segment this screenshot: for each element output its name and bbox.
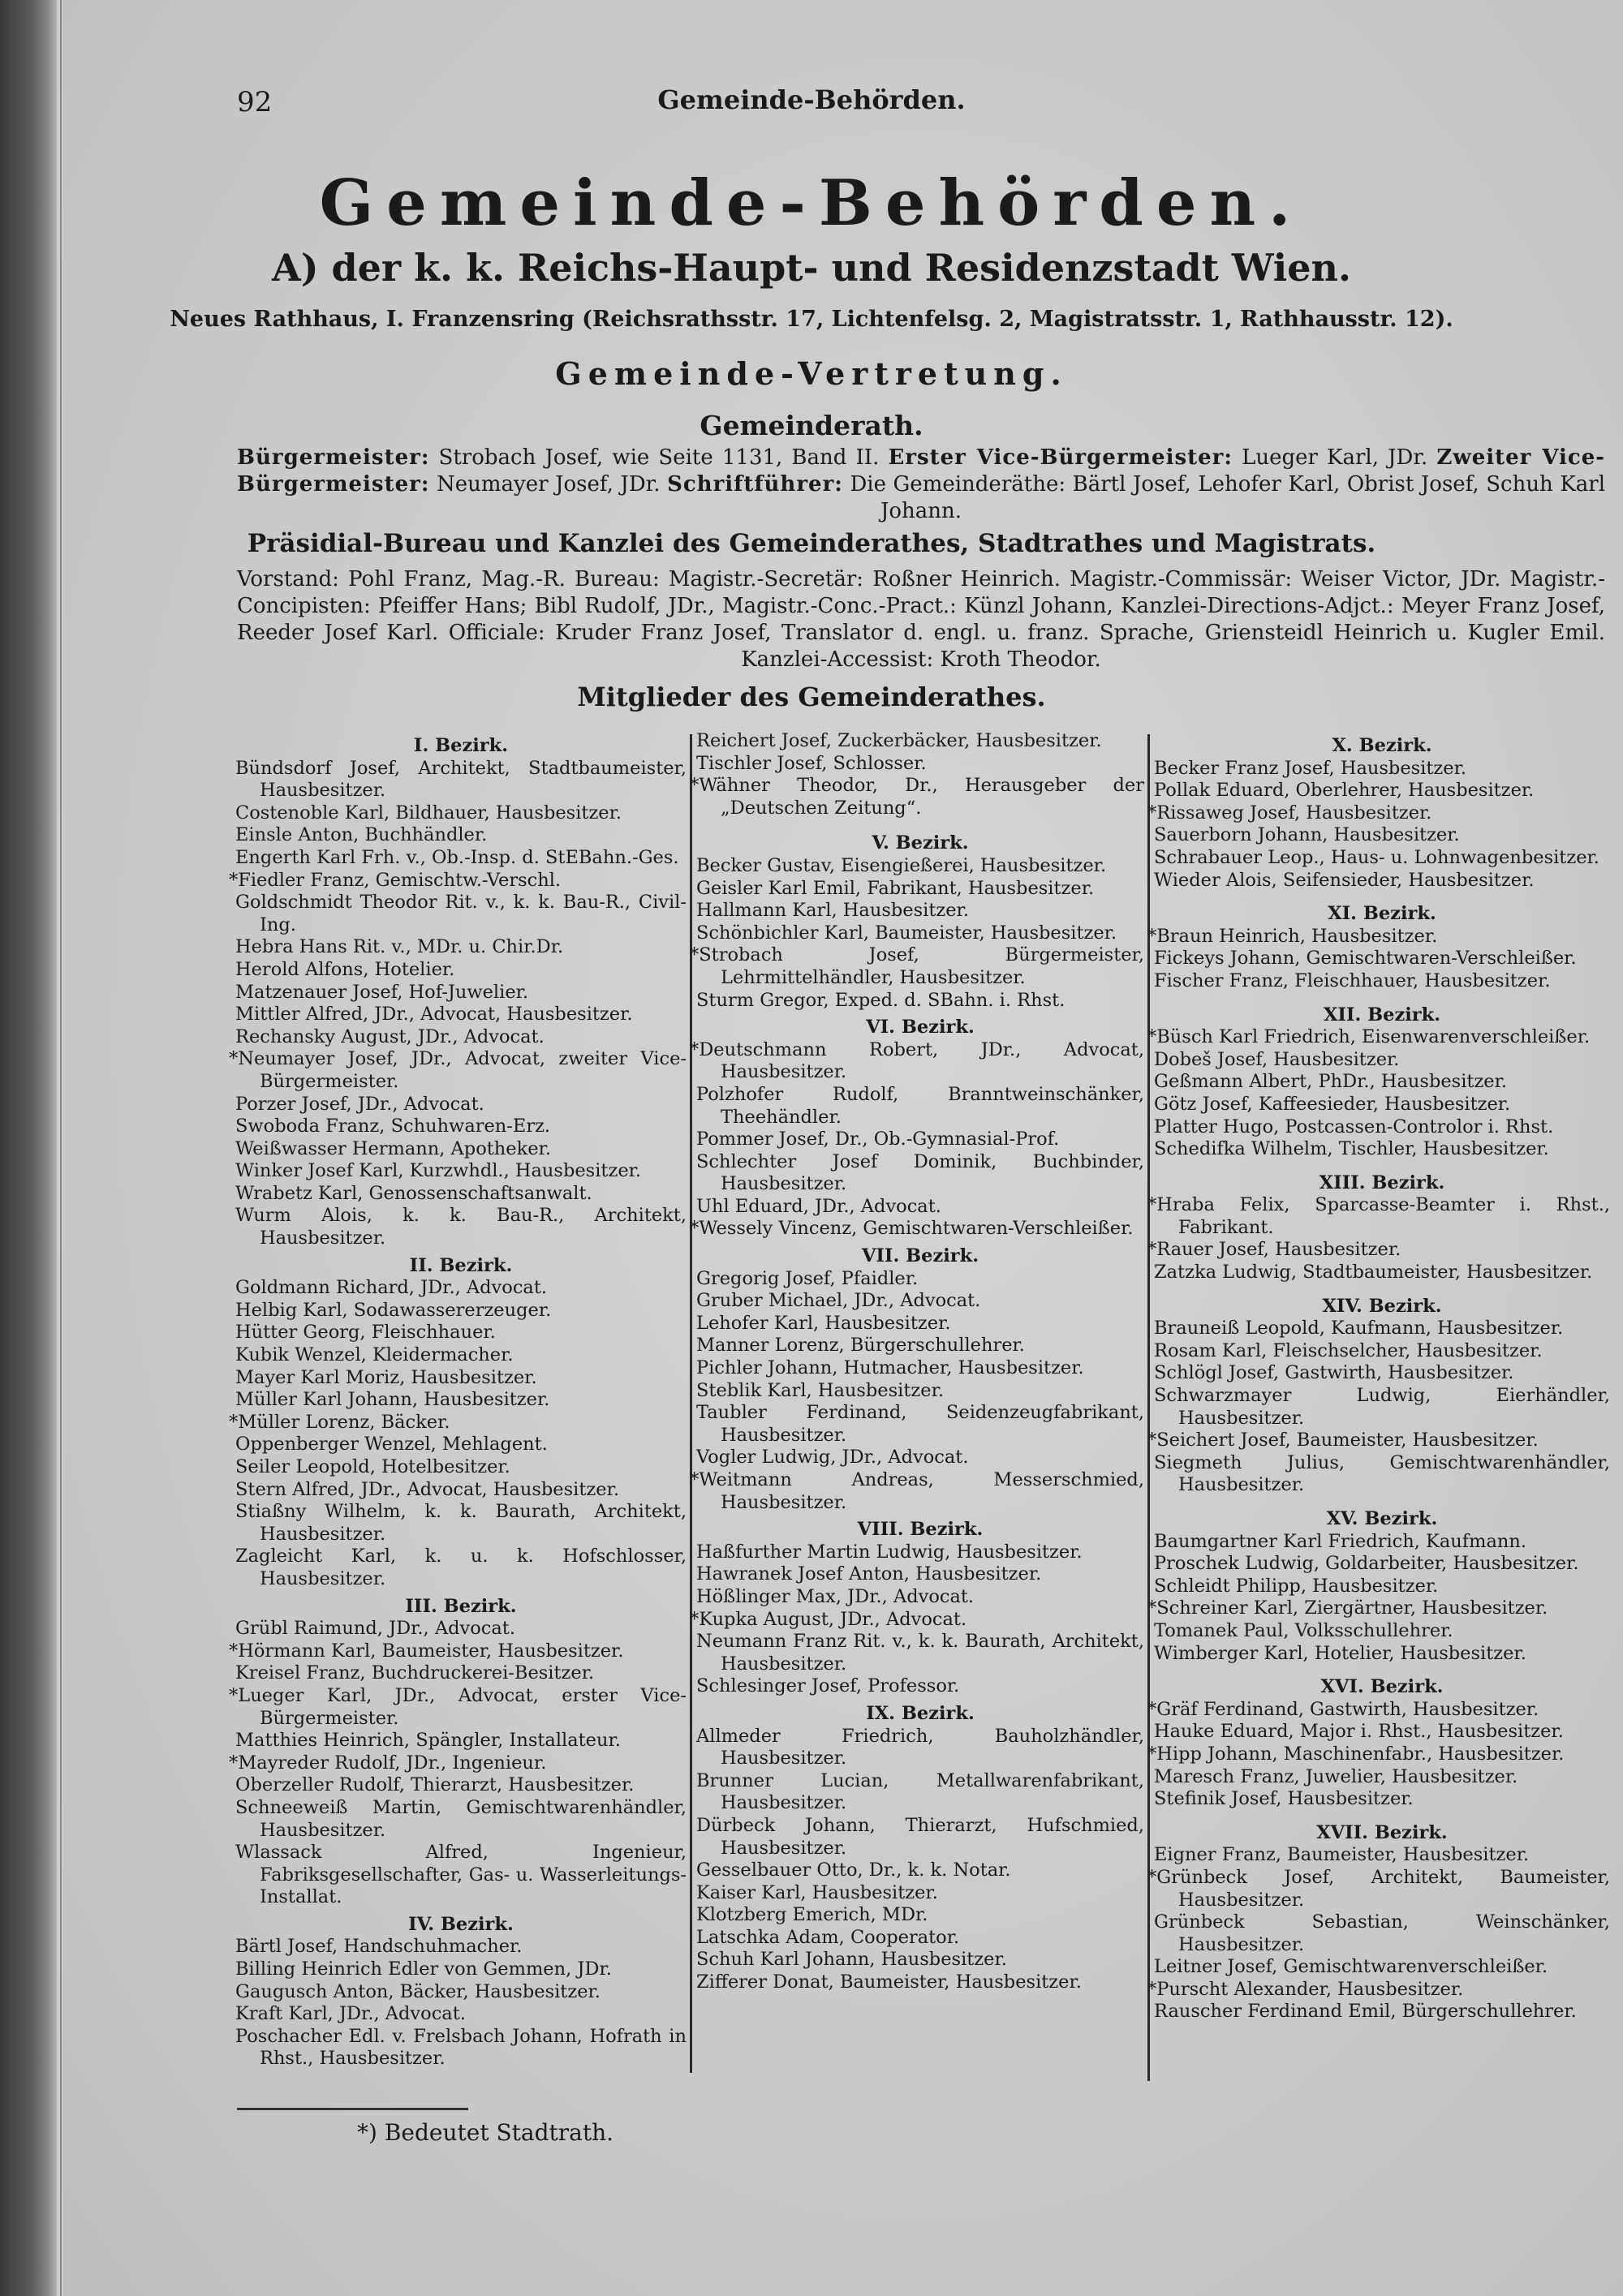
member-entry: Zifferer Donat, Baumeister, Hausbesitzer. bbox=[696, 1971, 1082, 1993]
member-entry: Mayer Karl Moriz, Hausbesitzer. bbox=[235, 1366, 537, 1388]
member-entry: Dürbeck Johann, Thierarzt, Hufschmied, Hausbesitzer. bbox=[696, 1814, 1144, 1859]
member-entry: Costenoble Karl, Bildhauer, Hausbesitzer. bbox=[235, 802, 622, 823]
member-entry: Billing Heinrich Edler von Gemmen, JDr. bbox=[235, 1958, 612, 1980]
district-heading: II. Bezirk. bbox=[409, 1254, 513, 1276]
member-entry: *Strobach Josef, Bürgermeister, Lehrmittelhändler, Hausbesitzer. bbox=[690, 944, 1144, 988]
member-entry: Becker Franz Josef, Hausbesitzer. bbox=[1154, 757, 1467, 779]
first-vice-label: Erster Vice-Bürgermeister: bbox=[888, 445, 1233, 470]
member-entry: Schönbichler Karl, Baumeister, Hausbesitzer. bbox=[696, 922, 1117, 944]
member-entry: Hauke Eduard, Major i. Rhst., Hausbesitzer. bbox=[1154, 1721, 1564, 1743]
members-column-1 bbox=[229, 730, 687, 2070]
member-entry: Brauneiß Leopold, Kaufmann, Hausbesitzer. bbox=[1154, 1318, 1564, 1339]
member-entry: Kraft Karl, JDr., Advocat. bbox=[235, 2003, 466, 2025]
member-entry: Latschka Adam, Cooperator. bbox=[696, 1926, 960, 1948]
member-entry: Schleidt Philipp, Hausbesitzer. bbox=[1154, 1575, 1439, 1597]
member-entry: Schlögl Josef, Gastwirth, Hausbesitzer. bbox=[1154, 1362, 1514, 1384]
member-entry: Allmeder Friedrich, Bauholzhändler, Hausbesitzer. bbox=[696, 1725, 1144, 1769]
member-entry: Wrabetz Karl, Genossenschaftsanwalt. bbox=[235, 1182, 592, 1204]
subsection-heading: Gemeinderath. bbox=[700, 410, 923, 441]
member-entry: Hößlinger Max, JDr., Advocat. bbox=[696, 1585, 975, 1607]
member-entry: Götz Josef, Kaffeesieder, Hausbesitzer. bbox=[1154, 1093, 1511, 1115]
member-entry: Geßmann Albert, PhDr., Hausbesitzer. bbox=[1154, 1071, 1508, 1093]
footnote: *) Bedeutet Stadtrath. bbox=[357, 2119, 614, 2146]
member-entry: *Wessely Vincenz, Gemischtwaren-Verschleißer. bbox=[690, 1218, 1134, 1240]
section-heading: Gemeinde-Vertretung. bbox=[555, 355, 1068, 392]
member-entry: Stefinik Josef, Hausbesitzer. bbox=[1154, 1788, 1414, 1810]
member-entry: Oberzeller Rudolf, Thierarzt, Hausbesitzer. bbox=[235, 1774, 635, 1796]
member-entry: *Müller Lorenz, Bäcker. bbox=[229, 1411, 450, 1433]
member-entry: Becker Gustav, Eisengießerei, Hausbesitzer. bbox=[696, 854, 1107, 876]
district-heading: XVII. Bezirk. bbox=[1316, 1821, 1448, 1843]
secretary-label: Schriftführer: bbox=[667, 472, 843, 497]
member-entry: Maresch Franz, Juwelier, Hausbesitzer. bbox=[1154, 1765, 1518, 1787]
member-entry: Müller Karl Johann, Hausbesitzer. bbox=[235, 1389, 550, 1411]
district-heading: VIII. Bezirk. bbox=[857, 1519, 984, 1541]
member-entry: Sauerborn Johann, Hausbesitzer. bbox=[1154, 824, 1460, 846]
member-entry: Rechansky August, JDr., Advocat. bbox=[235, 1025, 545, 1047]
member-entry: Helbig Karl, Sodawassererzeuger. bbox=[235, 1299, 552, 1321]
member-entry: Dobeš Josef, Hausbesitzer. bbox=[1154, 1048, 1400, 1070]
member-entry: Polzhofer Rudolf, Branntweinschänker, Theehändler. bbox=[696, 1083, 1144, 1128]
member-entry: Pichler Johann, Hutmacher, Hausbesitzer. bbox=[696, 1357, 1084, 1379]
member-entry: Platter Hugo, Postcassen-Controlor i. Rhst. bbox=[1154, 1116, 1554, 1137]
member-entry: Vogler Ludwig, JDr., Advocat. bbox=[696, 1447, 969, 1468]
member-entry: Engerth Karl Frh. v., Ob.-Insp. d. StEBahn.-Ges. bbox=[235, 846, 679, 868]
member-entry: Neumann Franz Rit. v., k. k. Baurath, Architekt, Hausbesitzer. bbox=[696, 1631, 1144, 1675]
member-entry: *Hipp Johann, Maschinenfabr., Hausbesitzer. bbox=[1147, 1743, 1565, 1765]
member-entry: Steblik Karl, Hausbesitzer. bbox=[696, 1379, 945, 1401]
member-entry: Wieder Alois, Seifensieder, Hausbesitzer. bbox=[1154, 869, 1535, 891]
member-entry: *Seichert Josef, Baumeister, Hausbesitzer. bbox=[1147, 1430, 1539, 1451]
member-entry: *Mayreder Rudolf, JDr., Ingenieur. bbox=[229, 1752, 547, 1774]
member-entry: Taubler Ferdinand, Seidenzeugfabrikant, Hausbesitzer. bbox=[696, 1402, 1144, 1446]
member-entry: Kaiser Karl, Hausbesitzer. bbox=[696, 1881, 938, 1903]
member-entry: *Lueger Karl, JDr., Advocat, erster Vice-Bürgermeister. bbox=[229, 1684, 687, 1729]
member-entry: Pollak Eduard, Oberlehrer, Hausbesitzer. bbox=[1154, 780, 1535, 802]
member-entry: Goldschmidt Theodor Rit. v., k. k. Bau-R., Civil-Ing. bbox=[235, 892, 687, 935]
praesidial-heading: Präsidial-Bureau und Kanzlei des Gemeinderathes, Stadtrathes und Magistrats. bbox=[247, 529, 1376, 558]
member-entry: Gruber Michael, JDr., Advocat. bbox=[696, 1290, 981, 1312]
member-entry: Rosam Karl, Fleischselcher, Hausbesitzer. bbox=[1154, 1339, 1543, 1361]
member-entry: *Schreiner Karl, Ziergärtner, Hausbesitzer. bbox=[1147, 1597, 1548, 1619]
member-entry: Zatzka Ludwig, Stadtbaumeister, Hausbesitzer. bbox=[1154, 1262, 1593, 1283]
member-entry: Geisler Karl Emil, Fabrikant, Hausbesitzer. bbox=[696, 877, 1095, 899]
praesidial-paragraph: Vorstand: Pohl Franz, Mag.-R. Bureau: Magistr.-Secretär: Roßner Heinrich. Magistr.-Commissär: Weiser Victor, JDr. Magistr.-Concipisten: Pfeiffer Hans; Bibl Rudolf, JDr., Magistr.-Conc.-Pract.: Künzl Johann, Kanzlei-Directions-Adjct.: Meyer Franz Josef, Reeder Josef Karl. Officiale: Kruder Franz Josef, Translator d. engl. u. franz. Sprache, Griensteidl Heinrich u. Kugler Emil. Kanzlei-Accessist: Kroth Theodor. bbox=[237, 567, 1605, 672]
member-entry: Grünbeck Sebastian, Weinschänker, Hausbesitzer. bbox=[1154, 1911, 1610, 1955]
member-entry: Bärtl Josef, Handschuhmacher. bbox=[235, 1936, 523, 1958]
district-heading: I. Bezirk. bbox=[413, 735, 509, 756]
members-column-2 bbox=[690, 730, 1144, 1994]
member-entry: Weißwasser Hermann, Apotheker. bbox=[235, 1137, 551, 1159]
book-binding-shadow bbox=[0, 0, 57, 2296]
members-heading: Mitglieder des Gemeinderathes. bbox=[577, 681, 1046, 712]
page-edge bbox=[60, 0, 62, 2296]
member-entry: Uhl Eduard, JDr., Advocat. bbox=[696, 1195, 941, 1217]
member-entry: Poschacher Edl. v. Frelsbach Johann, Hofrath in Rhst., Hausbesitzer. bbox=[235, 2025, 687, 2070]
member-entry: *Gräf Ferdinand, Gastwirth, Hausbesitzer. bbox=[1147, 1698, 1539, 1720]
council-officers-paragraph bbox=[237, 445, 1605, 525]
member-entry: Lehofer Karl, Hausbesitzer. bbox=[696, 1312, 951, 1334]
member-entry: Brunner Lucian, Metallwarenfabrikant, Hausbesitzer. bbox=[696, 1769, 1144, 1814]
member-entry: Kubik Wenzel, Kleidermacher. bbox=[235, 1344, 514, 1366]
member-entry: Winker Josef Karl, Kurzwhdl., Hausbesitzer. bbox=[235, 1160, 642, 1182]
district-heading: XI. Bezirk. bbox=[1328, 903, 1436, 925]
district-heading: III. Bezirk. bbox=[405, 1595, 517, 1617]
member-entry: Schuh Karl Johann, Hausbesitzer. bbox=[696, 1949, 1007, 1971]
member-entry: Kreisel Franz, Buchdruckerei-Besitzer. bbox=[235, 1662, 595, 1684]
member-entry: Mittler Alfred, JDr., Advocat, Hausbesitzer. bbox=[235, 1004, 633, 1025]
member-entry: Sturm Gregor, Exped. d. SBahn. i. Rhst. bbox=[696, 989, 1065, 1011]
first-vice: Lueger Karl, JDr. bbox=[1242, 445, 1428, 470]
member-entry: Herold Alfons, Hotelier. bbox=[235, 958, 455, 980]
members-column-3 bbox=[1147, 730, 1610, 2023]
member-entry: Goldmann Richard, JDr., Advocat. bbox=[235, 1277, 548, 1299]
member-entry: Hallmann Karl, Hausbesitzer. bbox=[696, 900, 969, 922]
member-entry: Eigner Franz, Baumeister, Hausbesitzer. bbox=[1154, 1844, 1530, 1866]
member-entry: Schedifka Wilhelm, Tischler, Hausbesitzer. bbox=[1154, 1138, 1549, 1160]
member-entry: Hütter Georg, Fleischhauer. bbox=[235, 1322, 496, 1344]
district-heading: XIII. Bezirk. bbox=[1319, 1172, 1445, 1193]
member-entry: *Weitmann Andreas, Messerschmied, Hausbesitzer. bbox=[690, 1469, 1144, 1513]
member-entry: *Deutschmann Robert, JDr., Advocat, Hausbesitzer. bbox=[690, 1038, 1144, 1083]
member-entry: Swoboda Franz, Schuhwaren-Erz. bbox=[235, 1116, 551, 1137]
member-entry: Hebra Hans Rit. v., MDr. u. Chir.Dr. bbox=[235, 936, 564, 958]
member-entry: Wurm Alois, k. k. Bau-R., Architekt, Hausbesitzer. bbox=[235, 1205, 687, 1249]
member-entry: Leitner Josef, Gemischtwarenverschleißer. bbox=[1154, 1956, 1548, 1978]
member-entry: *Rissaweg Josef, Hausbesitzer. bbox=[1147, 802, 1432, 823]
member-entry: *Rauer Josef, Hausbesitzer. bbox=[1147, 1239, 1401, 1261]
member-entry: Schrabauer Leop., Haus- u. Lohnwagenbesitzer. bbox=[1154, 846, 1599, 868]
member-entry: Proschek Ludwig, Goldarbeiter, Hausbesitzer. bbox=[1154, 1553, 1579, 1575]
member-entry: Matzenauer Josef, Hof-Juwelier. bbox=[235, 981, 529, 1003]
member-entry: Tomanek Paul, Volksschullehrer. bbox=[1154, 1619, 1453, 1641]
member-entry: *Hraba Felix, Sparcasse-Beamter i. Rhst., Fabrikant. bbox=[1147, 1194, 1610, 1238]
member-entry: Hawranek Josef Anton, Hausbesitzer. bbox=[696, 1563, 1042, 1585]
member-entry: Haßfurther Martin Ludwig, Hausbesitzer. bbox=[696, 1541, 1083, 1563]
second-vice-label: Zweiter Vice-Bürgermeister: bbox=[237, 445, 1606, 497]
district-heading: XVI. Bezirk. bbox=[1320, 1676, 1444, 1698]
member-entry: Einsle Anton, Buchhändler. bbox=[235, 824, 488, 846]
member-entry: Seiler Leopold, Hotelbesitzer. bbox=[235, 1456, 510, 1477]
member-entry: *Braun Heinrich, Hausbesitzer. bbox=[1147, 925, 1438, 947]
page-title: Gemeinde-Behörden. bbox=[319, 166, 1304, 240]
member-entry: *Wähner Theodor, Dr., Herausgeber der „Deutschen Zeitung“. bbox=[690, 775, 1144, 819]
district-heading: XV. Bezirk. bbox=[1326, 1508, 1438, 1529]
member-entry: Zagleicht Karl, k. u. k. Hofschlosser, Hausbesitzer. bbox=[235, 1546, 687, 1589]
member-entry: *Büsch Karl Friedrich, Eisenwarenverschleißer. bbox=[1147, 1026, 1591, 1048]
member-entry: Tischler Josef, Schlosser. bbox=[696, 752, 927, 774]
member-entry: Gesselbauer Otto, Dr., k. k. Notar. bbox=[696, 1860, 1011, 1881]
district-heading: VI. Bezirk. bbox=[866, 1017, 975, 1038]
member-entry: *Hörmann Karl, Baumeister, Hausbesitzer. bbox=[229, 1640, 624, 1662]
member-entry: Bündsdorf Josef, Architekt, Stadtbaumeister, Hausbesitzer. bbox=[235, 757, 687, 802]
member-entry: Matthies Heinrich, Spängler, Installateur. bbox=[235, 1730, 621, 1752]
member-entry: *Grünbeck Josef, Architekt, Baumeister, Hausbesitzer. bbox=[1147, 1866, 1610, 1911]
member-entry: Schlechter Josef Dominik, Buchbinder, Hausbesitzer. bbox=[696, 1150, 1144, 1195]
secretaries: Die Gemeinderäthe: Bärtl Josef, Lehofer Karl, Obrist Josef, Schuh Karl Johann. bbox=[850, 472, 1606, 523]
member-entry: *Purscht Alexander, Hausbesitzer. bbox=[1147, 1978, 1464, 2000]
member-entry: *Kupka August, JDr., Advocat. bbox=[690, 1608, 967, 1630]
member-entry: Schlesinger Josef, Professor. bbox=[696, 1675, 960, 1697]
member-entry: Baumgartner Karl Friedrich, Kaufmann. bbox=[1154, 1530, 1526, 1552]
member-entry: *Neumayer Josef, JDr., Advocat, zweiter Vice-Bürgermeister. bbox=[229, 1048, 687, 1092]
member-entry: *Fiedler Franz, Gemischtw.-Verschl. bbox=[229, 869, 562, 891]
district-heading: X. Bezirk. bbox=[1332, 735, 1432, 756]
district-heading: XIV. Bezirk. bbox=[1322, 1295, 1442, 1317]
address-line: Neues Rathhaus, I. Franzensring (Reichsrathsstr. 17, Lichtenfelsg. 2, Magistratsstr. 1, Rathhausstr. 12). bbox=[170, 307, 1453, 332]
member-entry: Stiaßny Wilhelm, k. k. Baurath, Architekt, Hausbesitzer. bbox=[235, 1501, 687, 1545]
district-heading: V. Bezirk. bbox=[872, 832, 969, 854]
member-entry: Pommer Josef, Dr., Ob.-Gymnasial-Prof. bbox=[696, 1129, 1060, 1150]
member-entry: Fischer Franz, Fleischhauer, Hausbesitzer. bbox=[1154, 970, 1551, 991]
member-entry: Rauscher Ferdinand Emil, Bürgerschullehrer. bbox=[1154, 2001, 1577, 2023]
page-number: 92 bbox=[237, 86, 273, 118]
member-entry: Siegmeth Julius, Gemischtwarenhändler, Hausbesitzer. bbox=[1154, 1451, 1610, 1496]
member-entry: Oppenberger Wenzel, Mehlagent. bbox=[235, 1434, 548, 1455]
member-entry: Manner Lorenz, Bürgerschullehrer. bbox=[696, 1335, 1025, 1357]
member-entry: Stern Alfred, JDr., Advocat, Hausbesitzer. bbox=[235, 1478, 619, 1500]
member-entry: Porzer Josef, JDr., Advocat. bbox=[235, 1093, 484, 1115]
member-entry: Reichert Josef, Zuckerbäcker, Hausbesitzer. bbox=[696, 730, 1102, 751]
member-entry: Fickeys Johann, Gemischtwaren-Verschleißer. bbox=[1154, 948, 1577, 970]
footnote-rule bbox=[237, 2108, 468, 2110]
district-heading: XII. Bezirk. bbox=[1323, 1004, 1441, 1025]
mayor: Strobach Josef, wie Seite 1131, Band II. bbox=[438, 445, 880, 470]
district-heading: IX. Bezirk. bbox=[866, 1702, 975, 1724]
district-heading: IV. Bezirk. bbox=[408, 1913, 514, 1935]
second-vice: Neumayer Josef, JDr. bbox=[436, 472, 661, 497]
mayor-label: Bürgermeister: bbox=[237, 445, 430, 470]
column-rule bbox=[690, 734, 692, 2073]
running-header: Gemeinde-Behörden. bbox=[657, 84, 966, 115]
member-entry: Wlassack Alfred, Ingenieur, Fabriksgesellschafter, Gas- u. Wasserleitungs-Installat. bbox=[235, 1842, 687, 1908]
member-entry: Gregorig Josef, Pfaidler. bbox=[696, 1267, 919, 1289]
district-heading: VII. Bezirk. bbox=[861, 1245, 979, 1267]
member-entry: Schwarzmayer Ludwig, Eierhändler, Hausbesitzer. bbox=[1154, 1385, 1610, 1429]
member-entry: Grübl Raimund, JDr., Advocat. bbox=[235, 1618, 515, 1640]
member-entry: Wimberger Karl, Hotelier, Hausbesitzer. bbox=[1154, 1642, 1526, 1664]
subtitle: A) der k. k. Reichs-Haupt- und Residenzstadt Wien. bbox=[272, 246, 1351, 290]
member-entry: Gaugusch Anton, Bäcker, Hausbesitzer. bbox=[235, 1980, 601, 2002]
member-entry: Schneeweiß Martin, Gemischtwarenhändler, Hausbesitzer. bbox=[235, 1796, 687, 1841]
member-entry: Klotzberg Emerich, MDr. bbox=[696, 1904, 928, 1926]
